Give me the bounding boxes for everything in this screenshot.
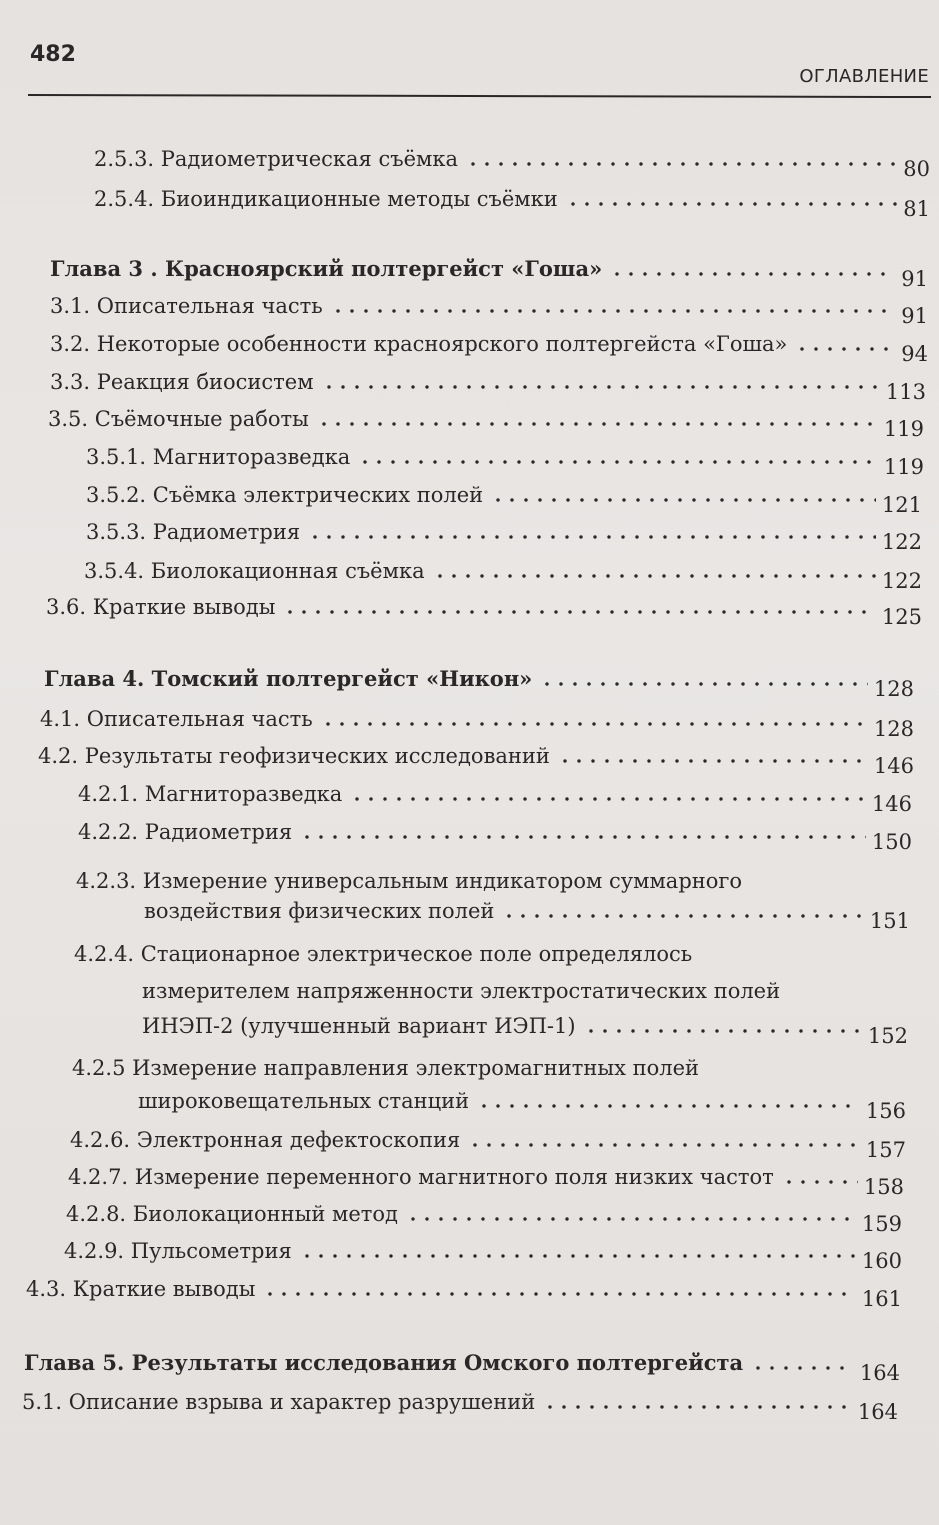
toc-entry[interactable] [50,291,928,328]
toc-entry-page: 122 [881,530,922,554]
toc-entry[interactable] [70,1125,906,1162]
toc-entry[interactable] [138,1086,906,1123]
toc-entry-title: 4.2.7. Измерение переменного магнитного поля низких частот [68,1165,774,1189]
dot-leader [610,271,895,277]
toc-entry-page: 119 [883,455,924,479]
toc-entry-page: 164 [859,1361,900,1385]
dot-leader [321,721,868,727]
toc-entry-title: 3.5.2. Съёмка электрических полей [86,483,484,507]
toc-entry-page: 150 [871,830,912,854]
toc-entry[interactable] [50,367,926,404]
toc-entry-title: 3.5.3. Радиометрия [86,520,301,544]
dot-leader [558,758,868,764]
toc-entry-page: 160 [861,1249,902,1273]
toc-entry[interactable] [94,184,930,221]
toc-chapter-entry[interactable] [44,664,914,701]
toc-entry[interactable] [144,896,910,933]
dot-leader [322,384,880,390]
toc-entry[interactable] [78,817,912,854]
toc-entry-page: 94 [901,342,928,366]
toc-entry-title: Глава 5. Результаты исследования Омского полтергейста [24,1350,744,1375]
dot-leader [543,1404,852,1410]
dot-leader [263,1291,855,1297]
toc-entry[interactable] [64,1236,902,1273]
toc-entry-title: 2.5.4. Биоиндикационные методы съёмки [94,187,558,211]
toc-entry-title: 5.1. Описание взрыва и характер разрушений [22,1390,536,1414]
toc-entry[interactable] [50,329,928,366]
running-head: ОГЛАВЛЕНИЕ [799,66,929,87]
toc-entry-title: 4.2. Результаты геофизических исследований [38,744,550,768]
toc-entry-line: 4.2.3. Измерение универсальным индикатором суммарного [76,869,743,893]
dot-leader [331,308,896,314]
toc-entry-title: 3.2. Некоторые особенности красноярского полтергейста «Гоша» [50,332,788,356]
dot-leader [308,534,876,540]
toc-entry[interactable] [40,704,914,741]
dot-leader [358,459,878,465]
dot-leader [468,1142,860,1148]
toc-entry-title: Глава 4. Томский полтергейст «Никон» [44,666,533,691]
dot-leader [795,346,895,352]
toc-entry-page: 119 [883,417,924,441]
toc-entry-title: 3.5. Съёмочные работы [48,407,309,431]
toc-entry-title: 3.3. Реакция биосистем [50,370,314,394]
toc-entry-title: 3.5.1. Магниторазведка [86,445,351,469]
toc-entry[interactable] [78,779,912,816]
toc-entry[interactable] [26,1274,902,1311]
toc-entry-title: 4.1. Описательная часть [40,707,313,731]
dot-leader [584,1028,862,1034]
toc-entry-page: 158 [863,1175,904,1199]
dot-leader [300,1253,856,1259]
toc-entry[interactable] [38,741,914,778]
toc-entry-page: 121 [881,493,922,517]
toc-entry-line: измерителем напряженности электростатических полей [142,979,781,1003]
toc-entry-page: 164 [857,1400,898,1424]
toc-entry[interactable] [66,1199,902,1236]
toc-entry-line: 4.2.5 Измерение направления электромагнитных полей [72,1056,700,1080]
toc-entry[interactable] [86,480,922,517]
dot-leader [751,1365,854,1371]
dot-leader [283,609,875,615]
toc-entry-title: 3.1. Описательная часть [50,294,323,318]
toc-entry-title: 4.2.9. Пульсометрия [64,1239,292,1263]
dot-leader [566,201,898,207]
toc-entry-title: ИНЭП-2 (улучшенный вариант ИЭП-1) [142,1014,576,1038]
toc-entry-title: 4.2.1. Магниторазведка [78,782,343,806]
dot-leader [317,421,878,427]
toc-entry-page: 146 [871,792,912,816]
toc-entry[interactable] [142,1011,908,1048]
toc-entry[interactable] [48,404,924,441]
toc-entry-page: 146 [873,754,914,778]
toc-entry-title: 4.2.2. Радиометрия [78,820,293,844]
toc-entry-page: 122 [881,569,922,593]
toc-entry[interactable] [86,517,922,554]
toc-entry-title: 3.5.4. Биолокационная съёмка [84,559,425,583]
toc-entry-page: 157 [865,1138,906,1162]
toc-entry-page: 152 [867,1024,908,1048]
toc-chapter-entry[interactable] [50,254,928,291]
dot-leader [477,1103,860,1109]
toc-entry-title: широковещательных станций [138,1089,470,1113]
toc-entry[interactable] [86,442,924,479]
toc-entry-page: 125 [881,605,922,629]
toc-entry-page: 113 [885,380,926,404]
toc-chapter-entry[interactable] [24,1348,900,1385]
toc-entry-title: 4.3. Краткие выводы [26,1277,256,1301]
dot-leader [540,681,868,687]
dot-leader [433,573,876,579]
toc-entry-title: Глава 3 . Красноярский полтергейст «Гоша» [50,256,603,281]
toc-entry-page: 159 [861,1212,902,1236]
toc-entry-title: воздействия физических полей [144,899,495,923]
toc-entry[interactable] [22,1387,898,1424]
toc-entry[interactable] [46,592,922,629]
toc-entry-title: 4.2.6. Электронная дефектоскопия [70,1128,461,1152]
dot-leader [406,1216,856,1222]
dot-leader [466,161,897,167]
toc-entry-page: 128 [873,717,914,741]
dot-leader [300,834,866,840]
toc-entry-page: 81 [903,197,930,221]
toc-entry-page: 161 [861,1287,902,1311]
page-number: 482 [30,42,76,67]
toc-entry-line: 4.2.4. Стационарное электрическое поле определялось [74,942,693,966]
toc-entry-title: 4.2.8. Биолокационный метод [66,1202,398,1226]
header-rule [28,94,931,98]
dot-leader [782,1179,858,1185]
toc-entry-title: 3.6. Краткие выводы [46,595,276,619]
toc-entry-page: 91 [901,304,928,328]
toc-entry-page: 128 [873,677,914,701]
toc-entry-page: 151 [869,909,910,933]
toc-entry[interactable] [84,556,922,593]
toc-entry-title: 2.5.3. Радиометрическая съёмка [94,147,458,171]
toc-entry[interactable] [68,1162,904,1199]
toc-entry[interactable] [94,144,930,181]
toc-entry-page: 80 [903,157,930,181]
dot-leader [491,497,876,503]
toc-entry-page: 156 [865,1099,906,1123]
toc-entry-page: 91 [901,267,928,291]
dot-leader [350,796,866,802]
dot-leader [502,913,864,919]
